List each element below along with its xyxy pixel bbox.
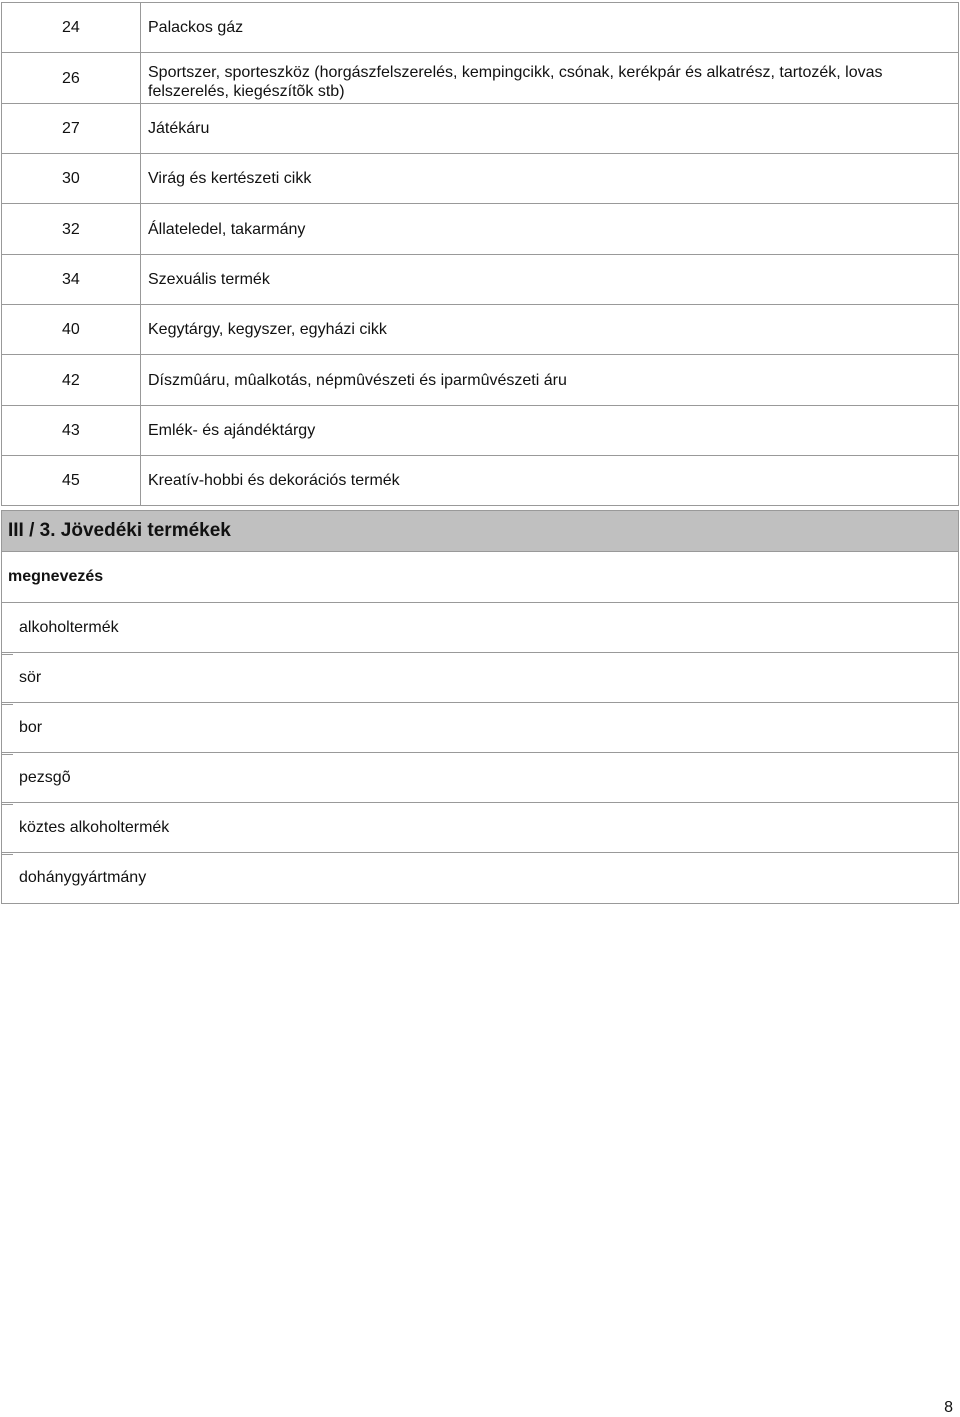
category-code: 34 [2,255,141,304]
table-row [2,3,958,53]
category-code: 24 [2,3,141,52]
category-code: 27 [2,104,141,153]
category-code: 26 [2,53,141,103]
category-name: Emlék- és ajándéktárgy [148,422,316,439]
category-name: Díszmûáru, mûalkotás, népmûvészeti és iparmûvészeti áru [148,371,567,389]
table-row [2,53,958,104]
table-row [2,255,958,305]
list-item [2,603,958,653]
section-title: III / 3. Jövedéki termékek [2,510,958,552]
table-row [2,456,958,506]
table-row [2,204,958,255]
excise-section [1,510,959,904]
list-item [2,803,958,853]
category-code: 40 [2,305,141,354]
column-header: megnevezés [2,552,958,603]
category-code: 32 [2,204,141,254]
item-label: bor [19,718,43,736]
category-name: Virág és kertészeti cikk [148,170,312,187]
category-name: Palackos gáz [148,19,244,36]
category-name: Szexuális termék [148,271,270,288]
page-number: 8 [944,1399,953,1416]
item-label: pezsgõ [19,768,71,786]
item-label: dohánygyártmány [19,869,147,886]
category-name: Kegytárgy, kegyszer, egyházi cikk [148,321,387,338]
category-name: Sportszer, sporteszköz (horgászfelszerelés, kempingcikk, csónak, kerékpár és alkatrész, tartozék, lovas felszerelés, kiegészítõk stb) [148,64,883,100]
table-row [2,305,958,355]
category-code: 45 [2,456,141,505]
list-item [2,703,958,753]
table-row [2,406,958,456]
category-code: 42 [2,355,141,405]
category-name: Játékáru [148,120,210,137]
category-name: Kreatív-hobbi és dekorációs termék [148,472,400,489]
list-item [2,753,958,803]
item-label: alkoholtermék [19,618,119,636]
table-row [2,355,958,406]
list-item [2,653,958,703]
category-table [1,2,959,506]
category-name: Állateledel, takarmány [148,220,306,238]
table-row [2,154,958,204]
item-label: köztes alkoholtermék [19,818,170,836]
item-label: sör [19,668,42,686]
list-item [2,853,958,903]
table-row [2,104,958,154]
category-code: 43 [2,406,141,455]
category-code: 30 [2,154,141,203]
